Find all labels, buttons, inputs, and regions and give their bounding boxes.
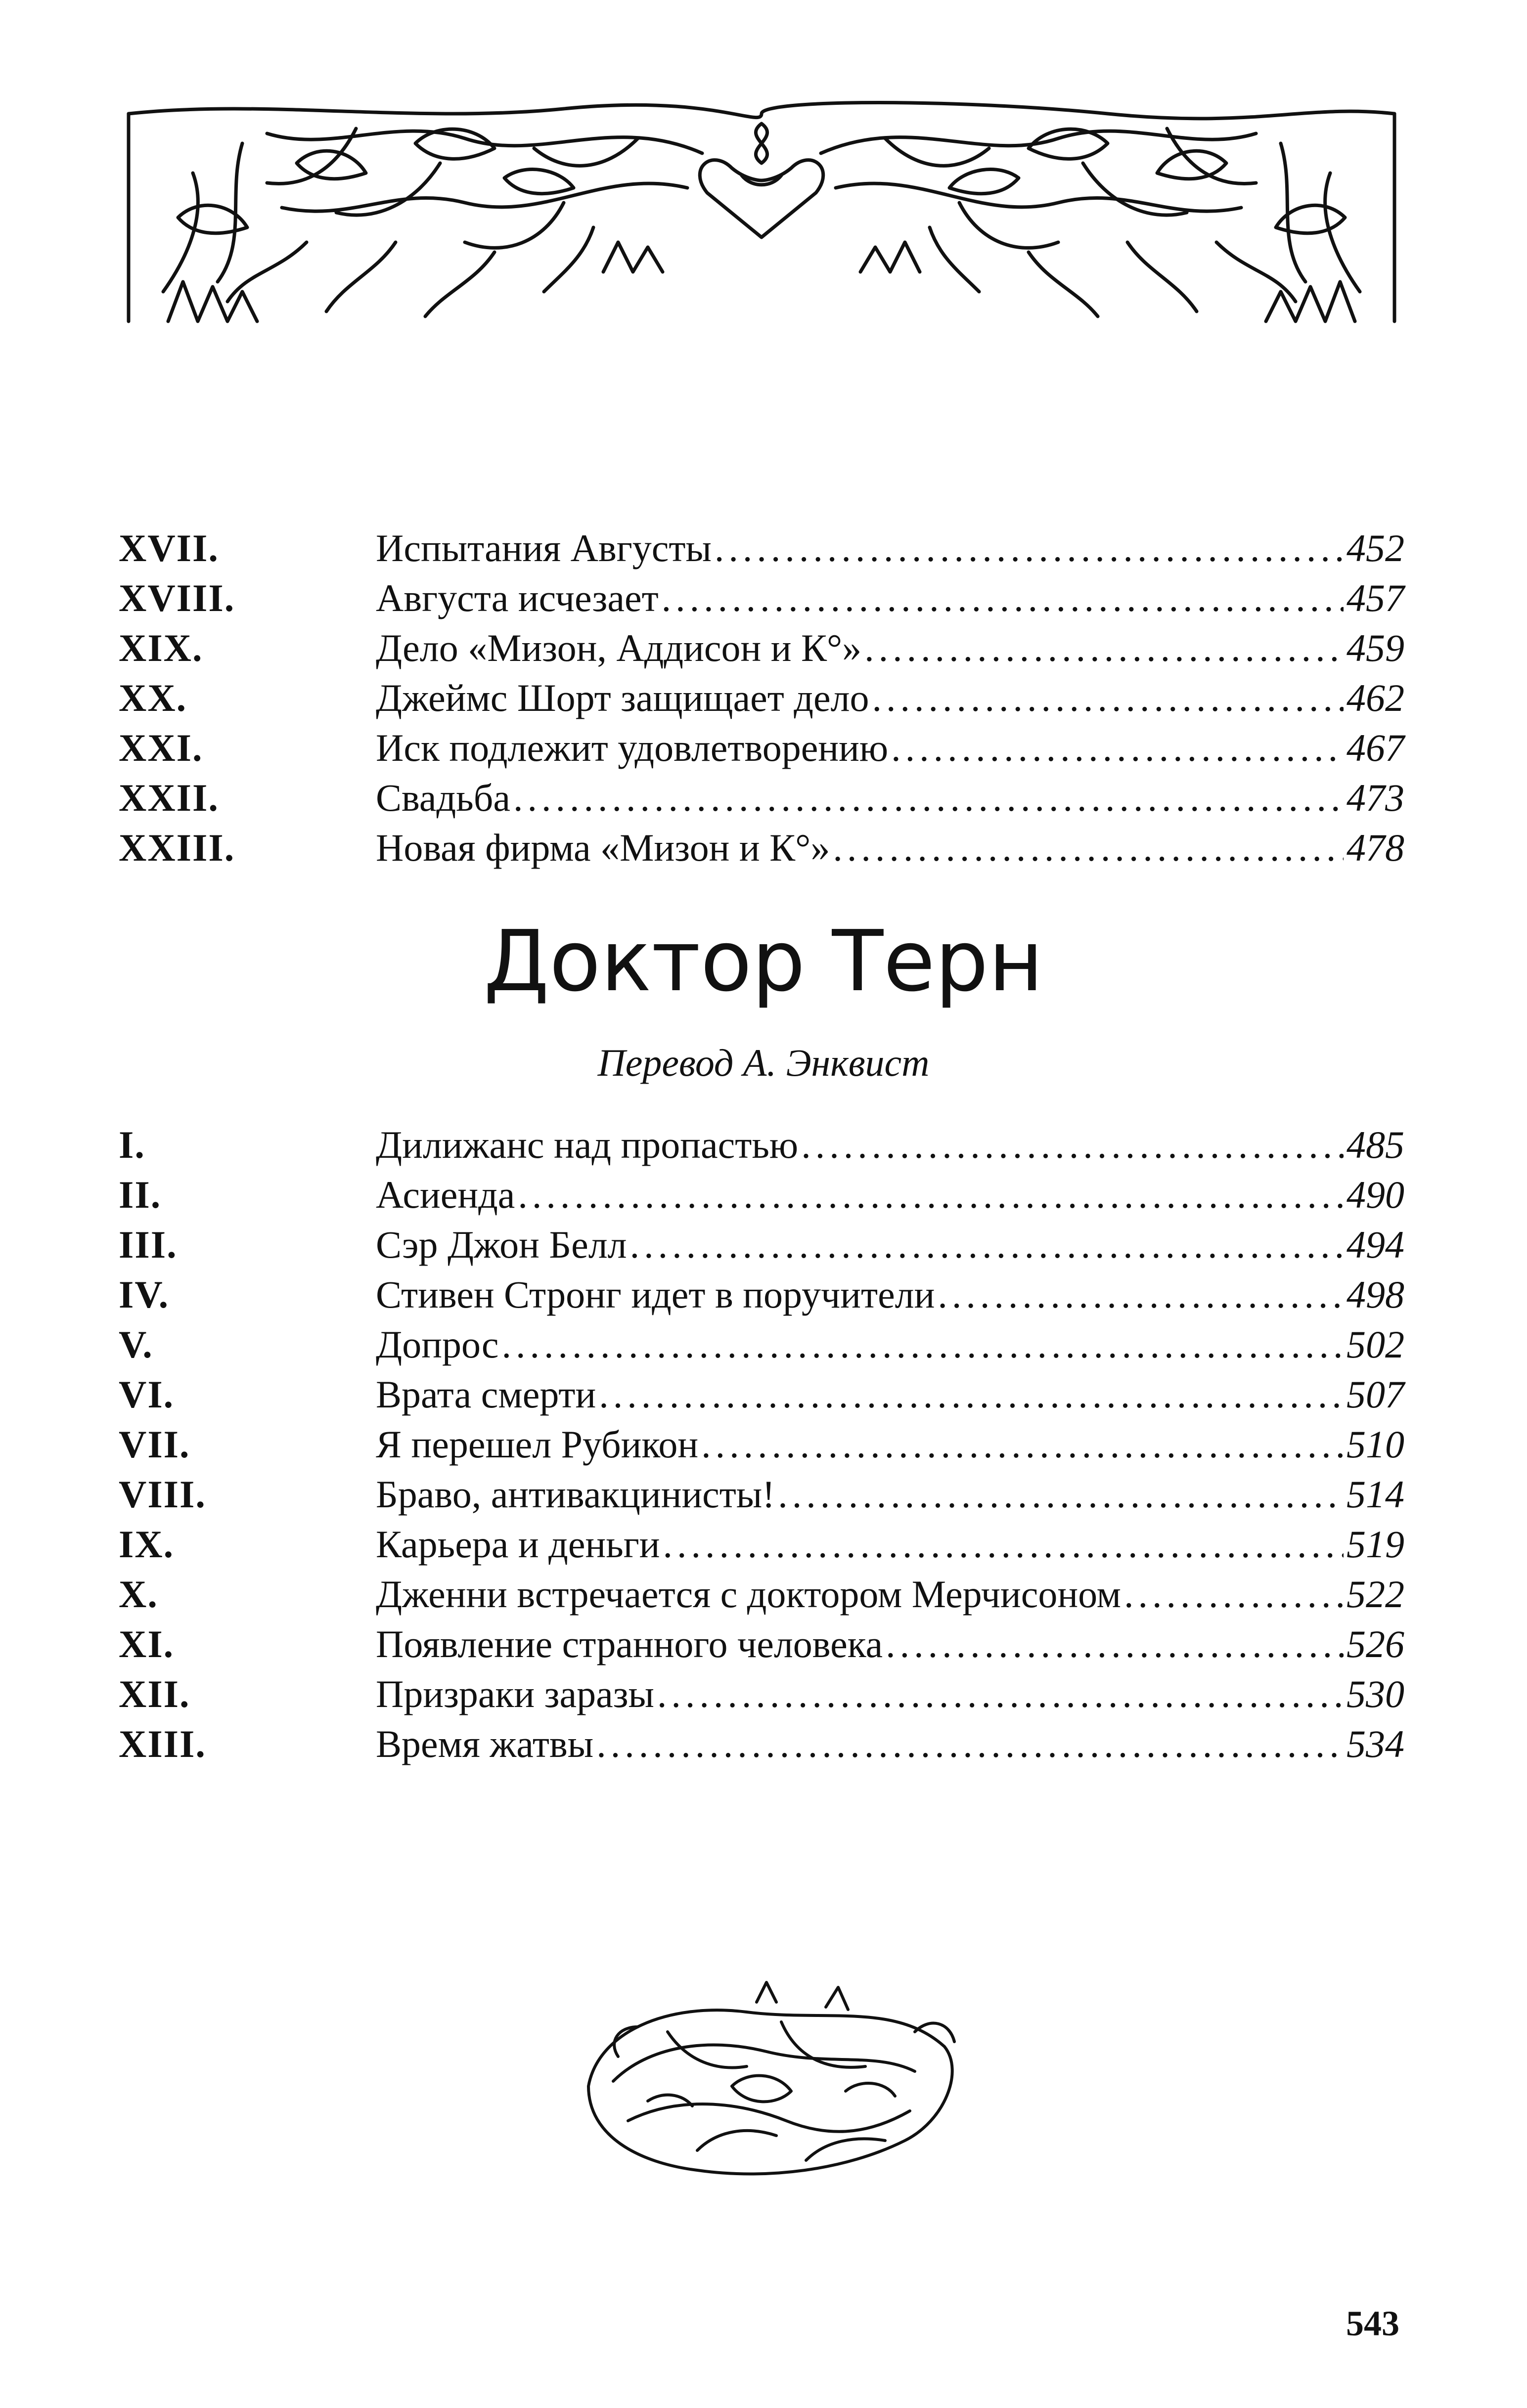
dot-leader xyxy=(833,823,1344,873)
dot-leader xyxy=(715,523,1344,573)
dot-leader xyxy=(502,1319,1344,1369)
toc-entry xyxy=(119,823,1404,873)
chapter-number: XIII. xyxy=(119,1722,206,1765)
toc-entry xyxy=(119,1270,1404,1319)
page-number: 543 xyxy=(1346,2304,1399,2343)
chapter-number: XVII. xyxy=(119,526,219,569)
toc-entry-line xyxy=(376,623,1404,673)
toc-entry xyxy=(119,673,1404,723)
toc-entry-line xyxy=(376,773,1404,823)
toc-entry xyxy=(119,1319,1404,1369)
chapter-number: III. xyxy=(119,1223,178,1266)
toc-continued xyxy=(119,523,1404,873)
chapter-title: Сэр Джон Белл xyxy=(376,1223,627,1266)
toc-entry xyxy=(119,1220,1404,1270)
chapter-title: Я перешел Рубикон xyxy=(376,1423,699,1466)
chapter-number: XIX. xyxy=(119,626,203,669)
chapter-title: Появление странного человека xyxy=(376,1622,883,1665)
chapter-page: 485 xyxy=(1347,1123,1404,1166)
toc-entry-line xyxy=(376,1519,1404,1569)
chapter-page: 519 xyxy=(1347,1523,1404,1566)
toc-entry xyxy=(119,1469,1404,1519)
toc-entry xyxy=(119,623,1404,673)
chapter-title: Дилижанс над пропастью xyxy=(376,1123,799,1166)
dot-leader xyxy=(701,1419,1344,1469)
toc-entry xyxy=(119,523,1404,573)
toc-entry-line xyxy=(376,1270,1404,1319)
toc-entry-line xyxy=(376,673,1404,723)
dot-leader xyxy=(662,573,1344,623)
toc-entry-line xyxy=(376,1419,1404,1469)
toc-entry xyxy=(119,1170,1404,1220)
chapter-number: I. xyxy=(119,1123,145,1166)
toc-entry-line xyxy=(376,1369,1404,1419)
chapter-title: Испытания Августы xyxy=(376,526,712,569)
toc-entry xyxy=(119,1619,1404,1669)
toc-entry-line xyxy=(376,523,1404,573)
chapter-number: V. xyxy=(119,1323,153,1366)
chapter-title: Свадьба xyxy=(376,776,511,819)
toc-entry-line xyxy=(376,573,1404,623)
dot-leader xyxy=(630,1220,1344,1270)
chapter-number: XVIII. xyxy=(119,576,235,619)
dot-leader xyxy=(599,1369,1344,1419)
floral-headpiece-ornament xyxy=(119,94,1404,326)
chapter-title: Призраки заразы xyxy=(376,1672,654,1715)
section-title: Доктор Терн xyxy=(484,913,1043,1010)
dot-leader xyxy=(872,673,1344,723)
chapter-page: 530 xyxy=(1347,1672,1404,1715)
toc-entry xyxy=(119,1519,1404,1569)
chapter-page: 457 xyxy=(1347,576,1404,619)
toc-entry-line xyxy=(376,1619,1404,1669)
translator-credit: Перевод А. Энквист xyxy=(597,1041,930,1084)
dot-leader xyxy=(663,1519,1344,1569)
toc-entry xyxy=(119,1569,1404,1619)
chapter-page: 514 xyxy=(1347,1473,1404,1516)
chapter-page: 473 xyxy=(1347,776,1404,819)
chapter-number: IV. xyxy=(119,1273,170,1316)
chapter-title: Иск подлежит удовлетворению xyxy=(376,726,889,769)
toc-entry xyxy=(119,1719,1404,1769)
dot-leader xyxy=(938,1270,1344,1319)
toc-entry xyxy=(119,723,1404,773)
chapter-number: IX. xyxy=(119,1523,175,1566)
floral-tailpiece-ornament xyxy=(569,1972,964,2195)
chapter-title: Дело «Мизон, Аддисон и К°» xyxy=(376,626,862,669)
chapter-title: Карьера и деньги xyxy=(376,1523,660,1566)
chapter-page: 452 xyxy=(1347,526,1404,569)
chapter-page: 534 xyxy=(1347,1722,1404,1765)
chapter-page: 462 xyxy=(1347,676,1404,719)
toc-entry xyxy=(119,773,1404,823)
chapter-title: Дженни встречается с доктором Мерчисоном xyxy=(376,1573,1121,1616)
dot-leader xyxy=(513,773,1344,823)
chapter-title: Допрос xyxy=(376,1323,499,1366)
toc-entry-line xyxy=(376,1220,1404,1270)
toc-section xyxy=(119,1120,1404,1769)
toc-entry xyxy=(119,1369,1404,1419)
toc-entry-line xyxy=(376,823,1404,873)
chapter-title: Асиенда xyxy=(376,1173,515,1216)
toc-entry-line xyxy=(376,1469,1404,1519)
dot-leader xyxy=(778,1469,1344,1519)
toc-entry xyxy=(119,573,1404,623)
chapter-number: X. xyxy=(119,1573,158,1616)
chapter-page: 507 xyxy=(1347,1373,1404,1416)
chapter-number: VII. xyxy=(119,1423,190,1466)
chapter-page: 526 xyxy=(1347,1622,1404,1665)
toc-entry-line xyxy=(376,1669,1404,1719)
chapter-page: 490 xyxy=(1347,1173,1404,1216)
chapter-number: VIII. xyxy=(119,1473,206,1516)
dot-leader xyxy=(886,1619,1344,1669)
chapter-title: Джеймс Шорт защищает дело xyxy=(376,676,869,719)
chapter-title: Стивен Стронг идет в поручители xyxy=(376,1273,935,1316)
chapter-page: 459 xyxy=(1347,626,1404,669)
dot-leader xyxy=(1124,1569,1344,1619)
chapter-title: Августа исчезает xyxy=(376,576,659,619)
chapter-page: 478 xyxy=(1347,826,1404,869)
dot-leader xyxy=(518,1170,1344,1220)
toc-entry-line xyxy=(376,1170,1404,1220)
chapter-number: II. xyxy=(119,1173,162,1216)
chapter-number: XXI. xyxy=(119,726,203,769)
chapter-number: VI. xyxy=(119,1373,175,1416)
chapter-title: Врата смерти xyxy=(376,1373,596,1416)
chapter-number: XII. xyxy=(119,1672,190,1715)
dot-leader xyxy=(864,623,1344,673)
toc-entry xyxy=(119,1419,1404,1469)
toc-entry xyxy=(119,1120,1404,1170)
dot-leader xyxy=(891,723,1344,773)
chapter-title: Новая фирма «Мизон и К°» xyxy=(376,826,830,869)
toc-entry-line xyxy=(376,1319,1404,1369)
chapter-number: XX. xyxy=(119,676,187,719)
chapter-page: 498 xyxy=(1347,1273,1404,1316)
chapter-page: 522 xyxy=(1347,1573,1404,1616)
toc-entry-line xyxy=(376,1120,1404,1170)
dot-leader xyxy=(657,1669,1344,1719)
toc-entry-line xyxy=(376,1719,1404,1769)
chapter-number: XXIII. xyxy=(119,826,235,869)
toc-entry-line xyxy=(376,1569,1404,1619)
toc-entry-line xyxy=(376,723,1404,773)
chapter-page: 510 xyxy=(1347,1423,1404,1466)
chapter-title: Браво, антивакцинисты! xyxy=(376,1473,775,1516)
chapter-page: 494 xyxy=(1347,1223,1404,1266)
chapter-page: 502 xyxy=(1347,1323,1404,1366)
dot-leader xyxy=(801,1120,1344,1170)
chapter-title: Время жатвы xyxy=(376,1722,594,1765)
chapter-page: 467 xyxy=(1347,726,1404,769)
chapter-number: XI. xyxy=(119,1622,175,1665)
toc-entry xyxy=(119,1669,1404,1719)
dot-leader xyxy=(596,1719,1344,1769)
chapter-number: XXII. xyxy=(119,776,219,819)
